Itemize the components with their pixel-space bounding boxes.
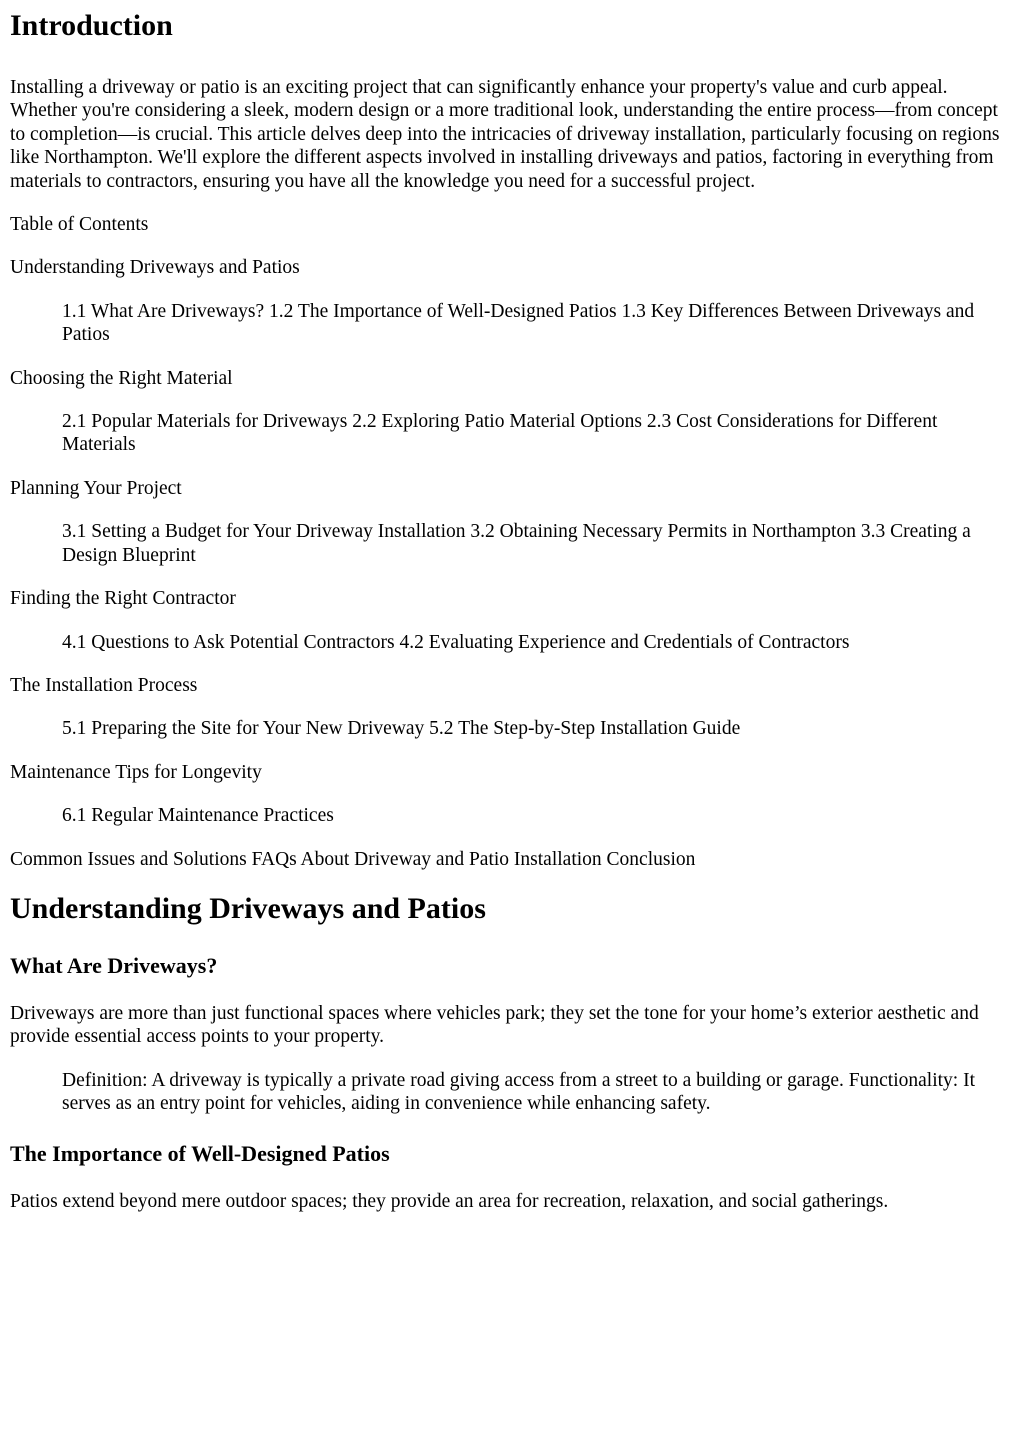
section-heading: Understanding Driveways and Patios	[10, 891, 486, 925]
toc-section-heading: Planning Your Project	[10, 477, 182, 499]
body-paragraph: Driveways are more than just functional spaces where vehicles park; they set the tone for your home’s exterior aesthetic and provide essential access points to your property.	[10, 1002, 979, 1048]
intro-paragraph: Installing a driveway or patio is an exciting project that can significantly enhance your property's value and curb appeal. Whether you're considering a sleek, modern design or a more traditional look, understanding the entire process—from concept to completion—is crucial. This article delves deep into the intricacies of driveway installation, particularly focusing on regions like Northampton. We'll explore the different aspects involved in installing driveways and patios, factoring in everything from materials to contractors, ensuring you have all the knowledge you need for a successful project.	[10, 77, 1000, 192]
toc-section-items: 2.1 Popular Materials for Driveways 2.2 Exploring Patio Material Options 2.3 Cost Considerations for Different Materials	[62, 411, 938, 456]
toc-section-heading: The Installation Process	[10, 674, 198, 696]
body-paragraph: Patios extend beyond mere outdoor spaces; they provide an area for recreation, relaxation, and social gatherings.	[10, 1190, 889, 1212]
subsection-heading: The Importance of Well-Designed Patios	[10, 1140, 390, 1166]
toc-section-items: 5.1 Preparing the Site for Your New Driveway 5.2 The Step-by-Step Installation Guide	[62, 718, 741, 740]
toc-section-items: 3.1 Setting a Budget for Your Driveway Installation 3.2 Obtaining Necessary Permits in Northampton 3.3 Creating a Design Blueprint	[62, 521, 971, 566]
toc-section-heading: Choosing the Right Material	[10, 367, 233, 389]
article	[0, 8, 1024, 1213]
toc-tail: Common Issues and Solutions FAQs About Driveway and Patio Installation Conclusion	[10, 848, 696, 870]
toc-section-heading: Maintenance Tips for Longevity	[10, 761, 262, 783]
toc-section-heading: Understanding Driveways and Patios	[10, 257, 300, 279]
intro-heading: Introduction	[10, 9, 173, 42]
toc-title: Table of Contents	[10, 214, 149, 236]
toc-section-items: 4.1 Questions to Ask Potential Contractors 4.2 Evaluating Experience and Credentials of Contractors	[62, 631, 850, 653]
subsection-heading: What Are Driveways?	[10, 952, 218, 978]
definition-block: Definition: A driveway is typically a private road giving access from a street to a building or garage. Functionality: It serves as an entry point for vehicles, aiding in convenience while enhancing safety.	[62, 1069, 976, 1115]
toc-section-heading: Finding the Right Contractor	[10, 588, 236, 610]
toc-section-items: 1.1 What Are Driveways? 1.2 The Importance of Well-Designed Patios 1.3 Key Differences Between Driveways and Patios	[62, 300, 975, 346]
toc-section-items: 6.1 Regular Maintenance Practices	[62, 805, 334, 827]
